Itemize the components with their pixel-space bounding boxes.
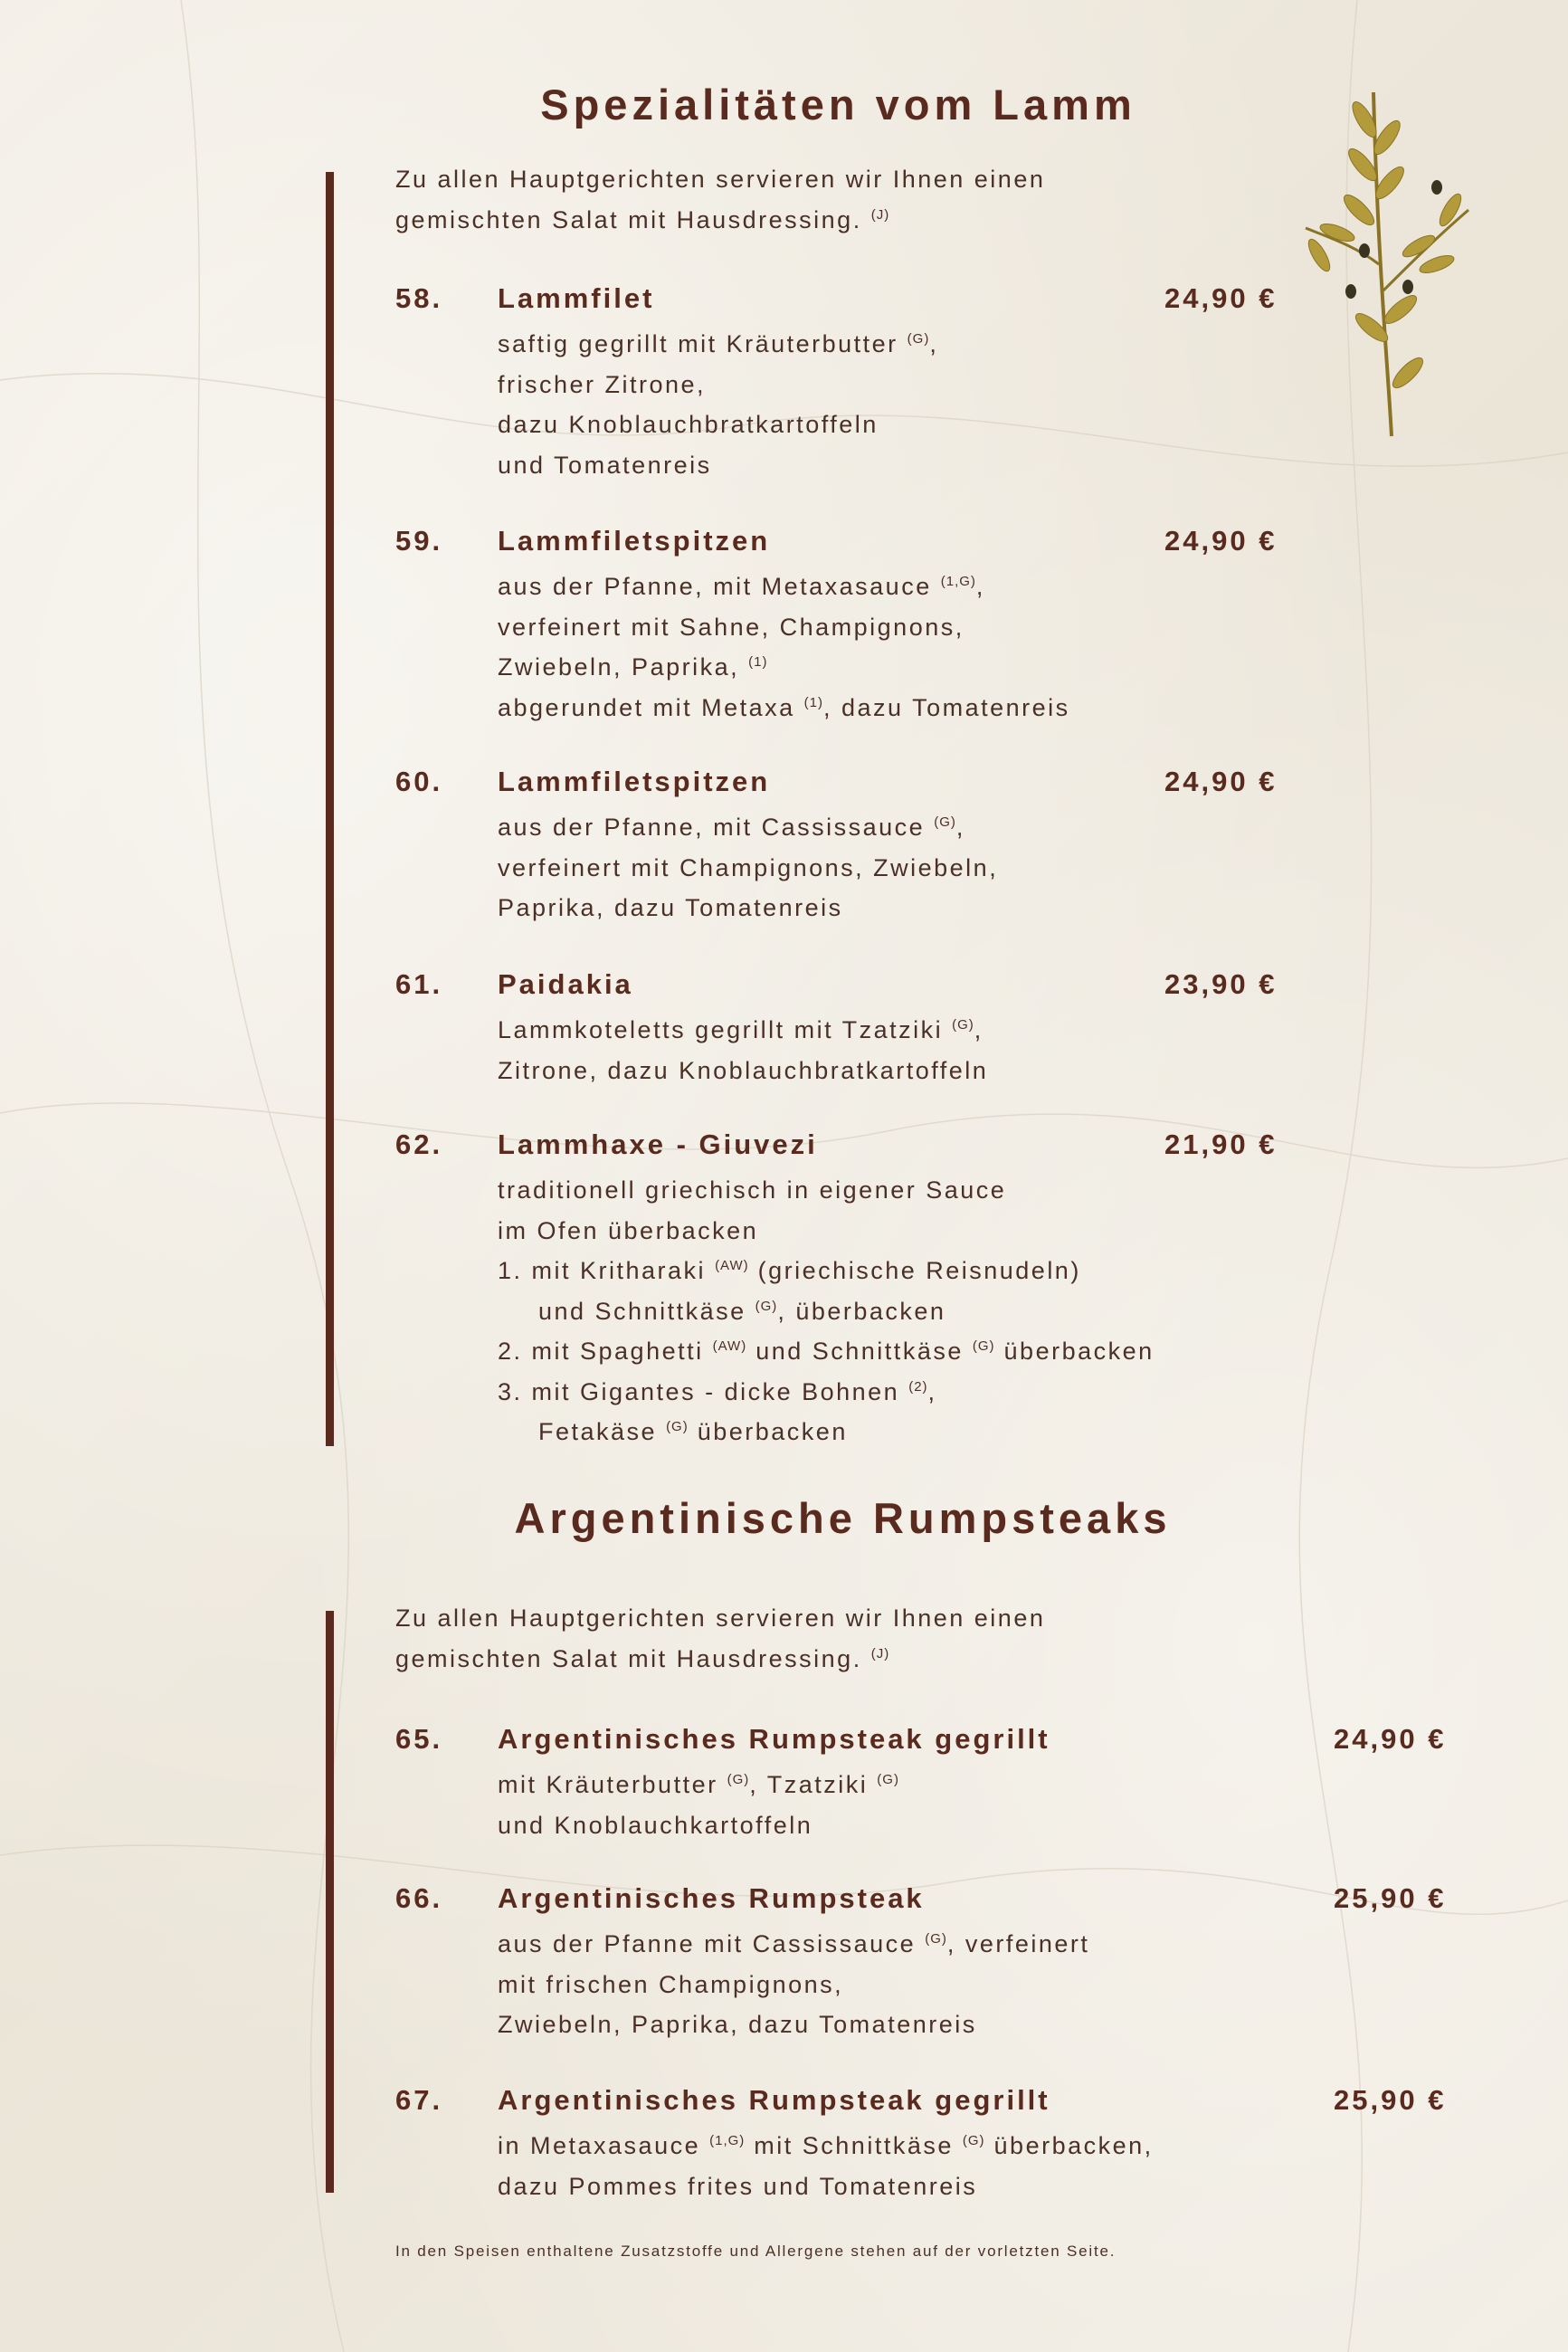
allergen-sup: (G) [877,1772,899,1787]
allergen-sup: (1,G) [940,574,976,589]
intro-line: Zu allen Hauptgerichten servieren wir Ihnen einen [395,166,1046,193]
description-text: , [955,814,965,841]
allergen-sup: (G) [962,2133,985,2148]
item-description [498,324,938,485]
description-text: aus der Pfanne, mit Metaxasauce [498,573,941,600]
description-text: mit Kräuterbutter [498,1771,727,1798]
description-line [498,1412,1155,1452]
description-text: 3. mit Gigantes - dicke Bohnen [498,1377,909,1405]
description-line [498,1372,1155,1413]
description-line [498,1965,1089,2005]
description-line [498,1010,988,1051]
allergen-sup: (G) [727,1772,750,1787]
description-text: , überbacken [777,1297,946,1325]
allergen-sup: (G) [934,814,956,830]
section-divider-bar [326,1611,334,2193]
item-price: 24,90 € [1334,1723,1447,1755]
description-line [498,807,998,848]
description-text: , [974,1016,984,1043]
intro-line: gemischten Salat mit Hausdressing. [395,206,862,233]
description-text: Zitrone, dazu Knoblauchbratkartoffeln [498,1056,989,1084]
item-price: 24,90 € [1164,282,1278,314]
section-intro [395,1598,1045,1680]
item-number: 65. [395,1723,443,1755]
item-name: Argentinisches Rumpsteak gegrillt [498,2084,1050,2116]
item-price: 24,90 € [1164,525,1278,557]
description-text: und Schnittkäse [538,1297,755,1325]
description-text: , [975,573,985,600]
allergen-sup: (G) [972,1338,995,1354]
description-text: aus der Pfanne, mit Cassissauce [498,814,935,841]
description-text: (griechische Reisnudeln) [748,1257,1081,1284]
allergen-sup: (G) [952,1017,974,1033]
description-line [498,1251,1155,1291]
allergen-sup: (G) [666,1419,689,1434]
item-number: 59. [395,525,443,557]
item-description [498,1170,1155,1452]
item-number: 58. [395,282,443,314]
description-text: überbacken [688,1418,848,1445]
description-text: , [929,330,939,357]
description-text: Fetakäse [538,1418,667,1445]
description-text: Paprika, dazu Tomatenreis [498,894,843,921]
description-text: 2. mit Spaghetti [498,1338,713,1365]
section-intro [395,159,1045,241]
description-text: , dazu Tomatenreis [823,693,1070,721]
description-line [498,1765,899,1805]
allergen-sup: (1) [748,654,768,670]
description-text: in Metaxasauce [498,2132,710,2159]
description-text: , [927,1377,937,1405]
item-number: 61. [395,968,443,1000]
item-name: Argentinisches Rumpsteak [498,1882,925,1914]
item-name: Lammhaxe - Giuvezi [498,1128,818,1160]
description-line [498,848,998,889]
description-line [498,2004,1089,2045]
item-name: Lammfiletspitzen [498,525,771,557]
description-line [498,405,938,445]
allergen-sup: (AW) [715,1258,749,1273]
item-price: 21,90 € [1164,1128,1278,1160]
item-name: Lammfilet [498,282,655,314]
description-line [498,1170,1155,1211]
description-line [498,1051,988,1091]
description-line [498,1291,1155,1332]
description-text: dazu Pommes frites und Tomatenreis [498,2172,978,2200]
item-price: 23,90 € [1164,968,1278,1000]
item-name: Paidakia [498,968,633,1000]
description-line [498,1924,1089,1965]
item-description [498,1924,1089,2045]
description-text: überbacken [994,1338,1155,1365]
allergen-sup: (G) [925,1931,947,1947]
description-text: , verfeinert [946,1930,1090,1957]
item-description [498,2126,1154,2206]
intro-line: gemischten Salat mit Hausdressing. [395,1645,862,1672]
allergen-sup: (J) [870,1646,890,1662]
item-number: 67. [395,2084,443,2116]
item-number: 60. [395,766,443,797]
item-price: 24,90 € [1164,766,1278,797]
description-line [498,324,938,365]
description-text: , Tzatziki [749,1771,878,1798]
description-text: Zwiebeln, Paprika, dazu Tomatenreis [498,2011,977,2038]
description-text: überbacken, [984,2132,1154,2159]
item-description [498,567,1070,728]
intro-line: Zu allen Hauptgerichten servieren wir Ihnen einen [395,1605,1046,1632]
item-description [498,1010,988,1090]
item-name: Lammfiletspitzen [498,766,771,797]
allergen-sup: (1) [803,694,824,710]
description-line [498,2126,1154,2166]
allergen-sup: (2) [908,1378,928,1395]
olive-branch-icon [1301,83,1482,445]
description-line [498,1805,899,1846]
allergen-sup: (AW) [712,1338,747,1354]
description-text: und Schnittkäse [746,1338,973,1365]
description-text: verfeinert mit Champignons, Zwiebeln, [498,853,999,881]
description-text: dazu Knoblauchbratkartoffeln [498,411,879,438]
item-description [498,807,998,928]
item-number: 66. [395,1882,443,1914]
description-text: mit Schnittkäse [745,2132,963,2159]
allergen-sup: (J) [870,207,890,223]
description-line [498,2166,1154,2207]
description-text: 1. mit Kritharaki [498,1257,716,1284]
description-line [498,688,1070,728]
item-price: 25,90 € [1334,2084,1447,2116]
description-text: traditionell griechisch in eigener Sauce [498,1176,1007,1204]
item-price: 25,90 € [1334,1882,1447,1914]
section-title-rumpsteaks: Argentinische Rumpsteaks [514,1494,1172,1542]
description-line [498,1211,1155,1252]
item-name: Argentinisches Rumpsteak gegrillt [498,1723,1050,1755]
section-divider-bar [326,172,334,1446]
description-text: und Tomatenreis [498,451,712,479]
description-text: verfeinert mit Sahne, Champignons, [498,613,965,641]
allergen-footnote: In den Speisen enthaltene Zusatzstoffe und Allergene stehen auf der vorletzten Seite. [395,2242,1117,2260]
description-line [498,567,1070,607]
description-text: aus der Pfanne mit Cassissauce [498,1930,926,1957]
description-line [498,888,998,928]
description-line [498,647,1070,688]
allergen-sup: (G) [907,331,930,347]
description-text: frischer Zitrone, [498,370,707,398]
description-text: abgerundet mit Metaxa [498,693,804,721]
description-text: mit frischen Champignons, [498,1970,844,1998]
description-text: Zwiebeln, Paprika, [498,653,749,681]
item-description [498,1765,899,1845]
description-line [498,607,1070,648]
item-number: 62. [395,1128,443,1160]
description-text: und Knoblauchkartoffeln [498,1811,813,1839]
description-line [498,445,938,486]
allergen-sup: (1,G) [709,2133,746,2148]
section-title-lamm: Spezialitäten vom Lamm [540,81,1136,129]
description-text: saftig gegrillt mit Kräuterbutter [498,330,908,357]
description-text: im Ofen überbacken [498,1216,759,1244]
description-text: Lammkoteletts gegrillt mit Tzatziki [498,1016,953,1043]
allergen-sup: (G) [755,1298,778,1314]
description-line [498,1331,1155,1372]
description-line [498,365,938,405]
